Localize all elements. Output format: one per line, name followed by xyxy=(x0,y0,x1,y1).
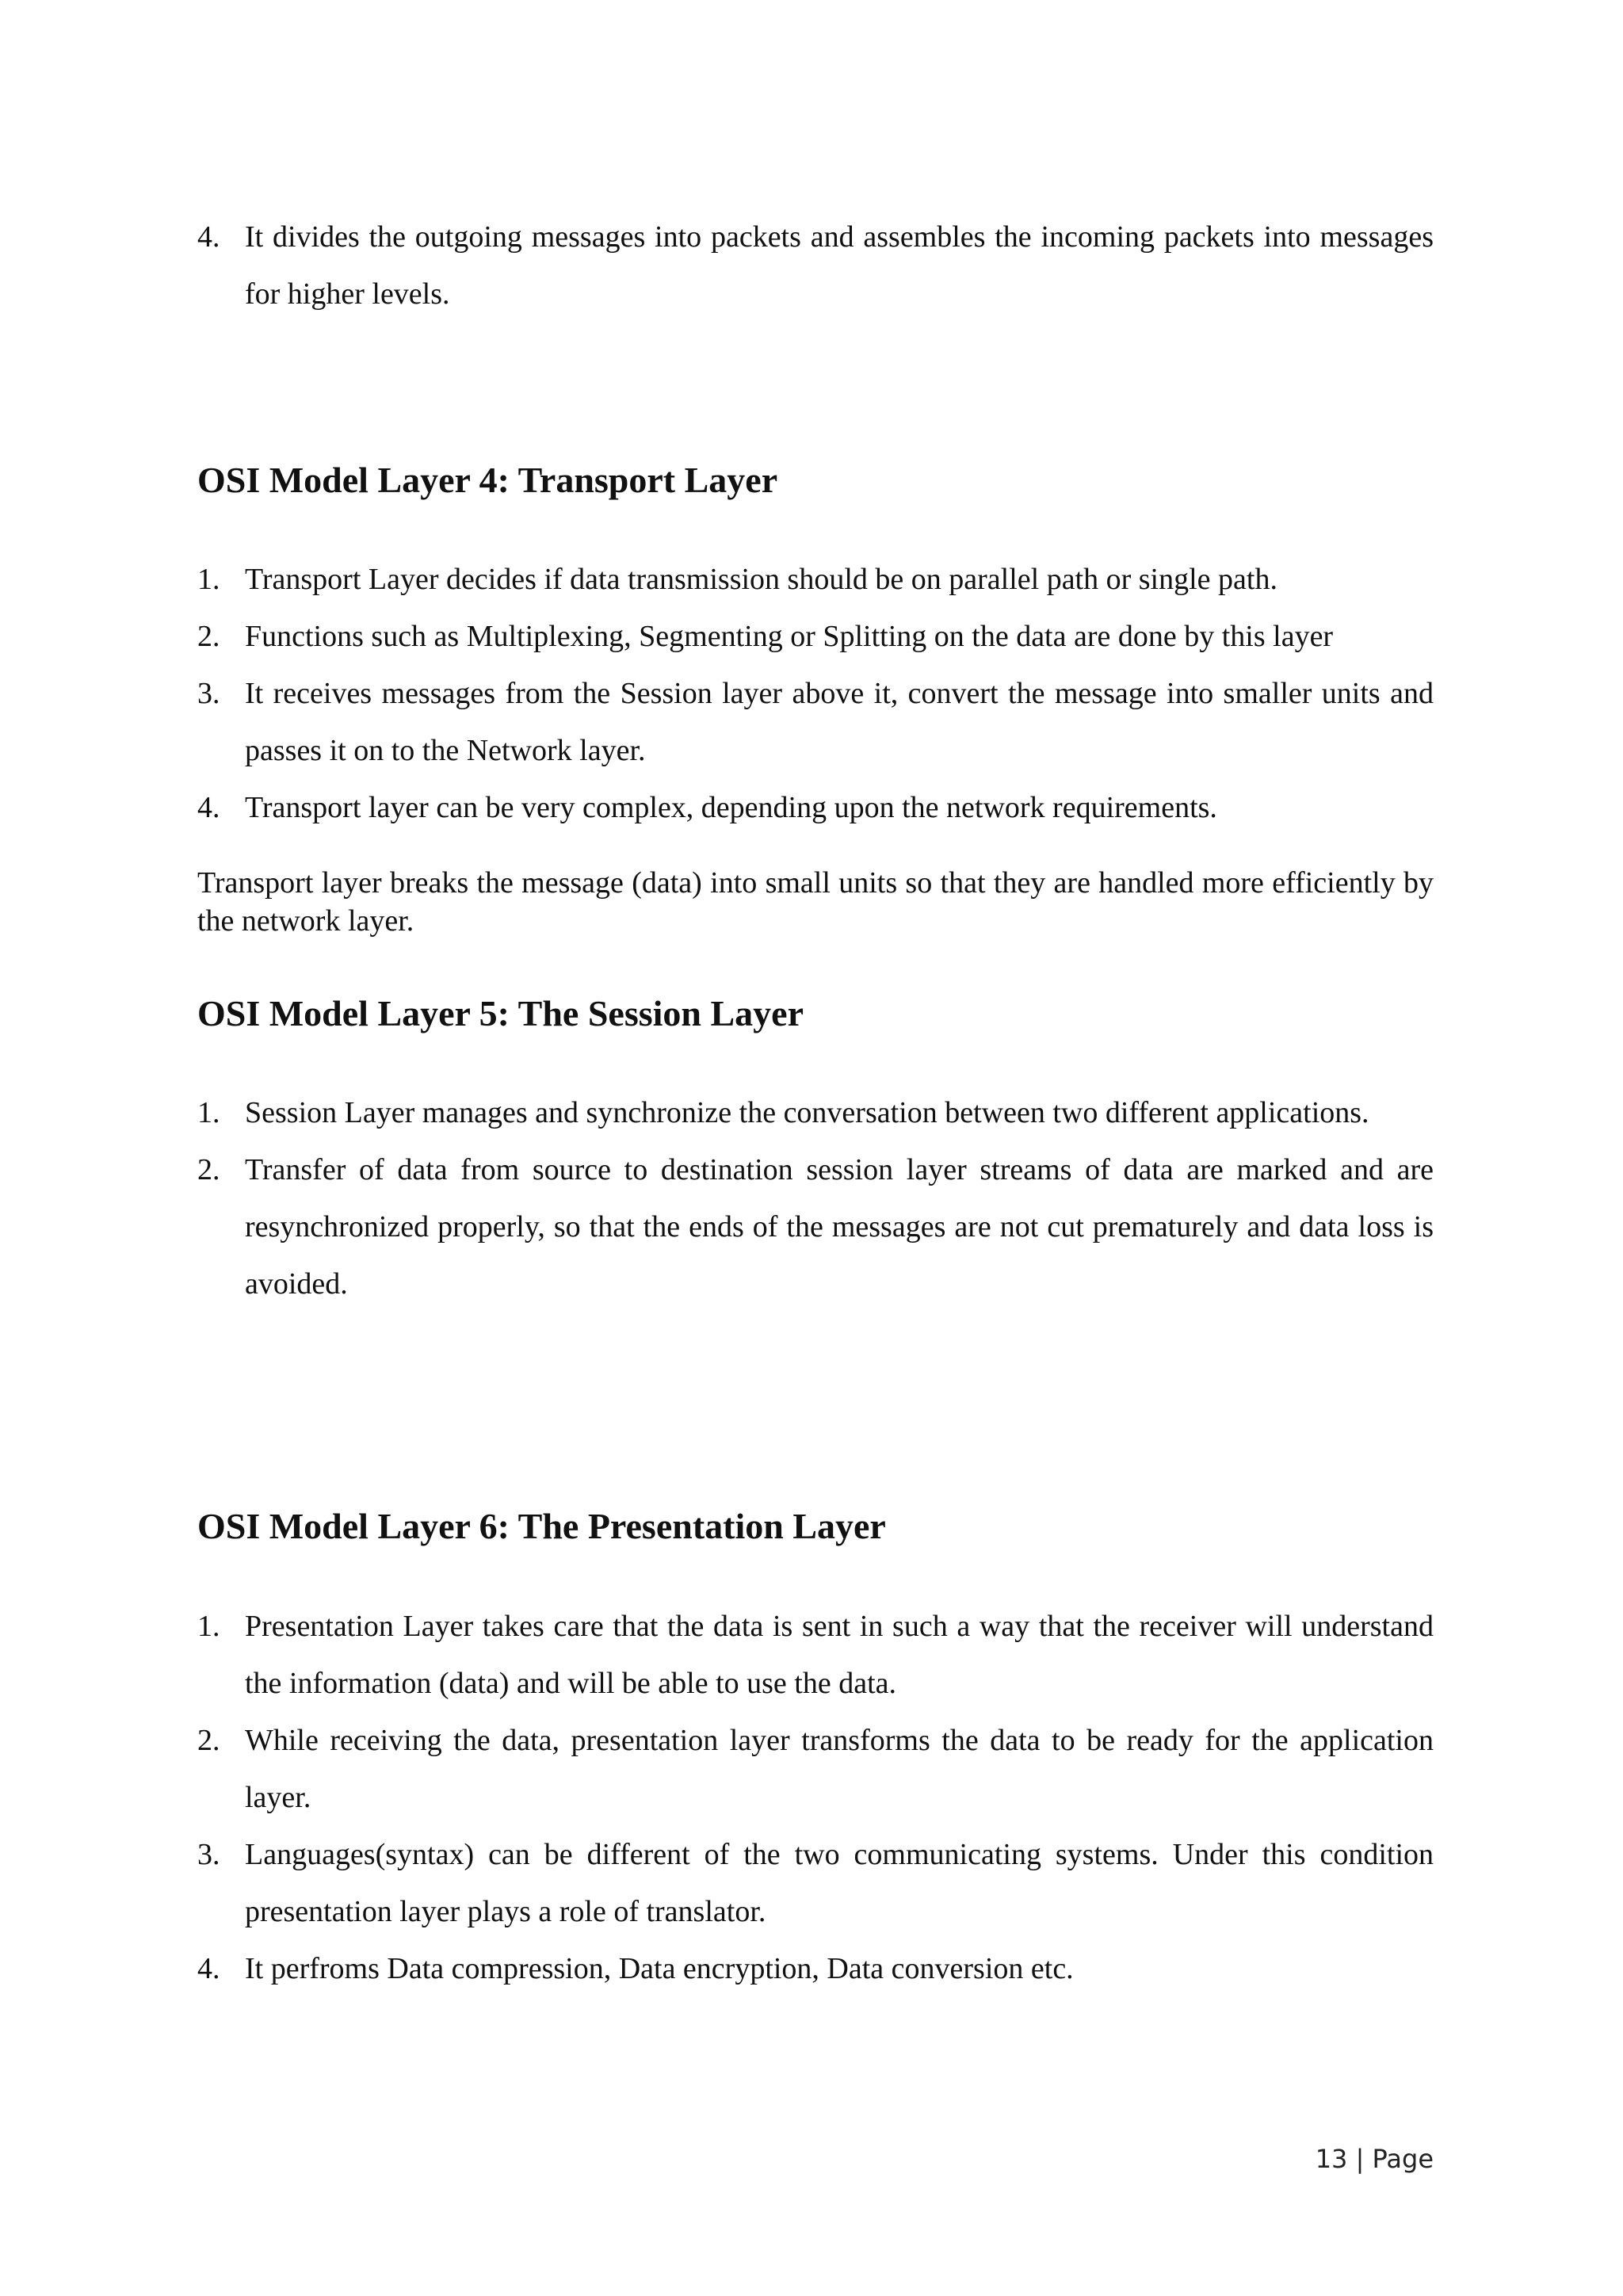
list-item xyxy=(197,1141,1434,1312)
list-item xyxy=(197,1598,1434,1712)
list-item xyxy=(197,208,1434,323)
list-item-text: Transport Layer decides if data transmission should be on parallel path or single path. xyxy=(245,563,1277,596)
section-heading: OSI Model Layer 5: The Session Layer xyxy=(197,993,804,1033)
list-number: 4. xyxy=(197,220,220,254)
section-presentation-layer xyxy=(197,1504,1434,1549)
list-number: 3. xyxy=(197,677,220,710)
list-number: 1. xyxy=(197,563,220,596)
session-layer-list xyxy=(197,1084,1434,1312)
presentation-layer-list-block xyxy=(197,1598,1434,1997)
section-heading: OSI Model Layer 4: Transport Layer xyxy=(197,460,778,500)
page-number-footer: 13 | Page xyxy=(1315,2144,1434,2174)
section-heading: OSI Model Layer 6: The Presentation Layer xyxy=(197,1506,886,1546)
list-item xyxy=(197,608,1434,665)
list-item xyxy=(197,1084,1434,1141)
session-layer-list-block xyxy=(197,1084,1434,1312)
list-number: 4. xyxy=(197,791,220,824)
presentation-layer-list xyxy=(197,1598,1434,1997)
list-item-text: It divides the outgoing messages into packets and assembles the incoming packets into messages for higher levels. xyxy=(245,220,1434,311)
list-item-text: Session Layer manages and synchronize the conversation between two different applications. xyxy=(245,1096,1369,1129)
section-transport-layer xyxy=(197,458,1434,502)
intro-list-block xyxy=(197,208,1434,323)
transport-layer-paragraph-block xyxy=(197,864,1434,940)
section-session-layer xyxy=(197,991,1434,1036)
list-item xyxy=(197,665,1434,779)
list-item-text: Transport layer can be very complex, depending upon the network requirements. xyxy=(245,791,1217,824)
list-number: 2. xyxy=(197,1153,220,1186)
transport-layer-list xyxy=(197,551,1434,836)
list-item xyxy=(197,1940,1434,1997)
list-item-text: Functions such as Multiplexing, Segmenting or Splitting on the data are done by this layer xyxy=(245,620,1334,653)
list-number: 1. xyxy=(197,1096,220,1129)
list-number: 3. xyxy=(197,1838,220,1871)
list-item-text: While receiving the data, presentation layer transforms the data to be ready for the application layer. xyxy=(245,1724,1434,1814)
list-item xyxy=(197,779,1434,836)
list-item-text: It receives messages from the Session layer above it, convert the message into smaller units and passes it on to the Network layer. xyxy=(245,677,1434,767)
list-item-text: Presentation Layer takes care that the data is sent in such a way that the receiver will understand the information (data) and will be able to use the data. xyxy=(245,1610,1434,1700)
list-item-text: It perfroms Data compression, Data encryption, Data conversion etc. xyxy=(245,1952,1074,1985)
list-item xyxy=(197,551,1434,608)
intro-list xyxy=(197,208,1434,323)
list-item xyxy=(197,1712,1434,1826)
list-number: 4. xyxy=(197,1952,220,1985)
list-item-text: Transfer of data from source to destination session layer streams of data are marked and are resynchronized properly, so that the ends of the messages are not cut prematurely and data loss is avoided. xyxy=(245,1153,1434,1301)
list-item xyxy=(197,1826,1434,1940)
list-number: 2. xyxy=(197,1724,220,1757)
list-number: 2. xyxy=(197,620,220,653)
list-number: 1. xyxy=(197,1610,220,1643)
transport-layer-list-block xyxy=(197,551,1434,836)
body-paragraph: Transport layer breaks the message (data) into small units so that they are handled more efficiently by the network layer. xyxy=(197,866,1434,938)
list-item-text: Languages(syntax) can be different of the two communicating systems. Under this condition presentation layer plays a role of translator. xyxy=(245,1838,1434,1928)
